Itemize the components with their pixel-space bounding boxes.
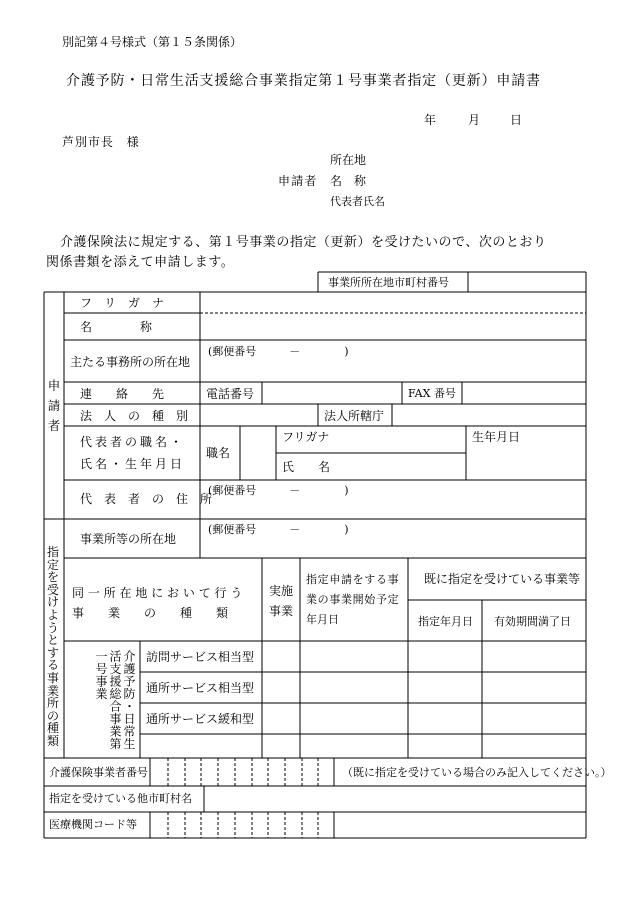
representative-name-label: 代表者氏名	[330, 195, 385, 208]
main-office-label: 主たる事務所の所在地	[70, 355, 191, 369]
representative-title-label-line1: 代表者の職名・	[80, 435, 186, 449]
furigana-field[interactable]	[202, 294, 584, 312]
other-municipality-field[interactable]	[206, 788, 584, 810]
designation-date-label: 指定年月日	[418, 615, 473, 628]
implementation-label-line2: 事業	[269, 604, 294, 618]
applicant-section-label: 申請者	[47, 378, 61, 433]
furigana-label: フ リ ガ ナ	[80, 296, 165, 310]
name-label: 名 称	[80, 320, 153, 334]
start-date-label-line3: 年月日	[306, 613, 339, 626]
contact-label: 連 絡 先	[80, 387, 165, 401]
medical-code-label: 医療機関コード等	[49, 818, 137, 831]
care-insurance-note: （既に指定を受けている場合のみ記入してください。）	[342, 766, 612, 779]
same-location-label-line2: 事 業 の 種 類	[72, 606, 229, 620]
other-municipality-label: 指定を受けている他市町村名	[49, 792, 192, 805]
name-field[interactable]	[202, 315, 584, 339]
start-date-label-line2: 業の事業開始予定	[306, 593, 400, 606]
implementation-label-line1: 実施	[269, 584, 294, 598]
same-location-label-line1: 同一所在地において行う	[72, 586, 247, 600]
representative-furigana-label: フリガナ	[282, 430, 330, 444]
municipality-code-field[interactable]	[470, 274, 584, 291]
applicant-address-label: 所在地	[330, 153, 367, 167]
corporation-authority-label: 法人所轄庁	[324, 409, 385, 423]
representative-name-field-label: 氏 名	[282, 460, 331, 474]
fax-field[interactable]	[464, 384, 584, 402]
applicant-label: 申請者	[278, 174, 318, 188]
representative-address-label: 代 表 者 の 住 所	[80, 492, 213, 506]
telephone-label: 電話番号	[206, 387, 255, 401]
service-row-1-label: 訪問サービス相当型	[146, 650, 255, 664]
date-year-label: 年	[424, 113, 437, 127]
already-designated-label: 既に指定を受けている事業等	[424, 572, 581, 586]
service-row-2-label: 通所サービス相当型	[146, 681, 255, 695]
date-day-label: 日	[510, 113, 523, 127]
expiry-date-label: 有効期間満了日	[494, 615, 571, 628]
body-text-line-2: 関係書類を添えて申請します。	[46, 255, 235, 270]
applicant-name-label: 名 称	[330, 174, 367, 188]
start-date-label-line1: 指定申請をする事	[306, 573, 400, 586]
form-number: 別記第４号様式（第１５条関係）	[62, 35, 243, 49]
position-label: 職名	[206, 446, 231, 460]
main-office-postal-code[interactable]: (郵便番号 － )	[208, 345, 349, 358]
birth-date-label: 生年月日	[472, 430, 521, 444]
office-location-label: 事業所等の所在地	[80, 532, 177, 546]
office-postal-code[interactable]: (郵便番号 － )	[208, 523, 349, 536]
page-title: 介護予防・日常生活支援総合事業指定第１号事業者指定（更新）申請書	[66, 73, 541, 89]
date-month-label: 月	[468, 113, 481, 127]
addressee: 芦別市長 様	[62, 135, 140, 149]
corporation-type-label: 法 人 の 種 別	[80, 409, 189, 423]
service-row-3-label: 通所サービス緩和型	[146, 712, 255, 726]
telephone-field[interactable]	[264, 384, 400, 402]
body-text-line-1: 介護保険法に規定する、第１号事業の指定（更新）を受けたいので、次のとおり	[60, 235, 547, 250]
representative-postal-code[interactable]: (郵便番号 － )	[208, 484, 349, 497]
category-label: 介護予防・日常生活支援総合事業第一号事業	[94, 650, 136, 750]
representative-title-label-line2: 氏名・生年月日	[80, 457, 186, 471]
designated-office-section-label: 指定を受けようとする事業所の種類	[46, 545, 59, 748]
care-insurance-number-label: 介護保険事業者番号	[49, 766, 148, 779]
fax-label: FAX 番号	[408, 387, 456, 400]
municipality-code-label: 事業所所在地市町村番号	[328, 276, 449, 289]
